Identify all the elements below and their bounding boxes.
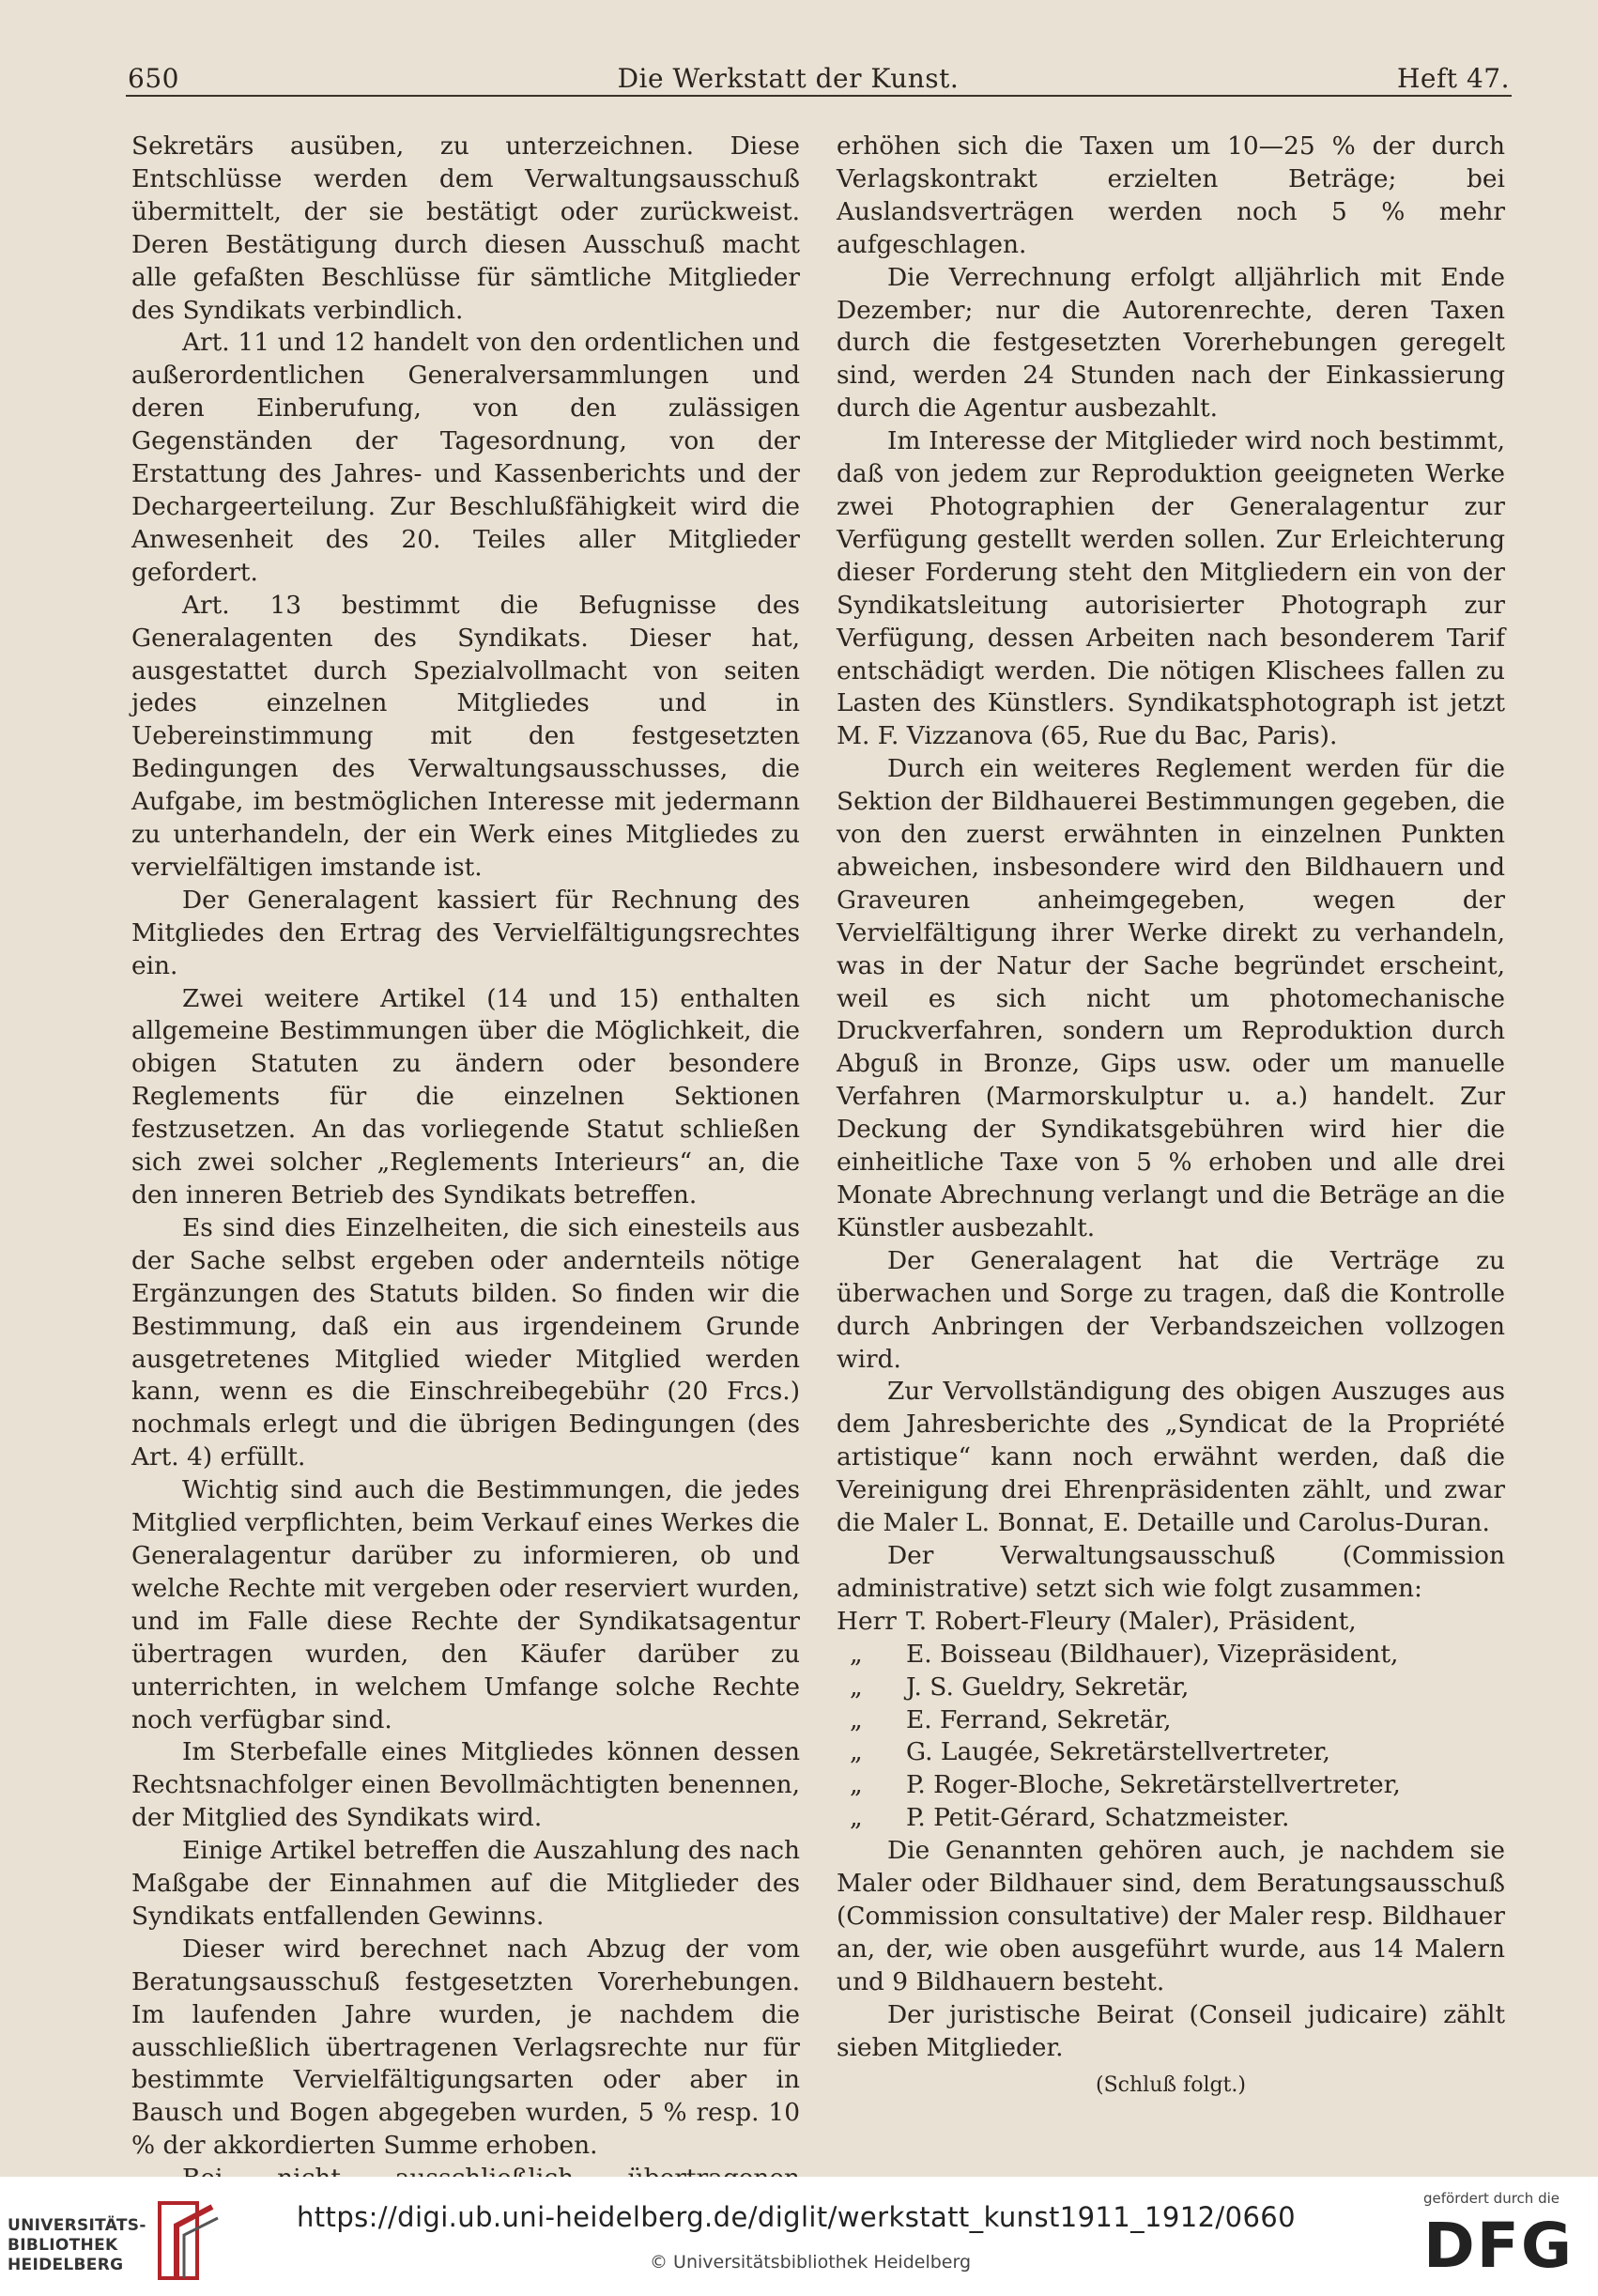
paragraph: erhöhen sich die Taxen um 10—25 % der durch Verlagskontrakt erzielten Beträge; bei Auslandsverträgen werden noch 5 % mehr aufgeschlagen.: [837, 131, 1505, 259]
paragraph: Zwei weitere Artikel (14 und 15) enthalten allgemeine Bestimmungen über die Möglichkeit, die obigen Statuten zu ändern oder besondere Reglements für die einzelnen Sektionen festzusetzen. An das vorliegende Statut schließen sich zwei solcher „Reglements Interieurs“ an, die den inneren Betrieb des Syndikats betreffen.: [131, 983, 800, 1210]
committee-member-list: [837, 1606, 1505, 1835]
library-name-line: BIBLIOTHEK: [8, 2236, 118, 2255]
list-item: [837, 1769, 1505, 1802]
member-prefix: „: [850, 1672, 863, 1702]
paragraph: Im Interesse der Mitglieder wird noch bestimmt, daß von jedem zur Reproduktion geeigneten Werke zwei Photographien der Generalagentur zur Verfügung gestellt werden sollen. Zur Erleichterung dieser Forderung steht den Mitgliedern ein von der Syndikatsleitung autorisierter Photograph zur Verfügung, dessen Arbeiten nach besonderem Tarif entschädigt werden. Die nötigen Klischees fallen zu Lasten des Künstlers. Syndikatsphotograph ist jetzt M. F. Vizzanova (65, Rue du Bac, Paris).: [837, 426, 1505, 751]
member-prefix: „: [850, 1704, 863, 1734]
list-item: [837, 1672, 1505, 1704]
paragraph: Art. 11 und 12 handelt von den ordentlichen und außerordentlichen Generalversammlungen und deren Einberufung, von den zulässigen Gegenständen der Tagesordnung, von der Erstattung des Jahres- und Kassenberichts und der Dechargeerteilung. Zur Beschlußfähigkeit wird die Anwesenheit des 20. Teiles aller Mitglieder gefordert.: [131, 328, 800, 587]
left-column: [131, 131, 800, 2228]
dfg-logo[interactable]: [1420, 2211, 1579, 2276]
member-name: E. Ferrand, Sekretär,: [906, 1704, 1172, 1734]
library-name: [8, 2216, 158, 2275]
paragraph: Einige Artikel betreffen die Auszahlung des nach Maßgabe der Einnahmen auf die Mitglieder des Syndikats entfallenden Gewinns.: [131, 1836, 800, 1931]
copyright-notice: © Universitätsbibliothek Heidelberg: [650, 2252, 972, 2273]
paragraph: Dieser wird berechnet nach Abzug der vom Beratungsausschuß festgesetzten Vorerhebungen. Im laufenden Jahre wurden, je nachdem die ausschließlich übertragenen Verlagsrechte nur für bestimmte Vervielfältigungsarten oder aber in Bausch und Bogen abgegeben wurden, 5 % resp. 10 % der akkordierten Summe erhoben.: [131, 1934, 800, 2161]
journal-title: Die Werkstatt der Kunst.: [617, 63, 960, 94]
list-item: [837, 1704, 1505, 1737]
paragraph: Die Verrechnung erfolgt alljährlich mit Ende Dezember; nur die Autorenrechte, deren Taxen durch die festgesetzten Vorerhebungen geregelt sind, werden 24 Stunden nach der Einkassierung durch die Agentur ausbezahlt.: [837, 262, 1505, 424]
paragraph: Die Genannten gehören auch, je nachdem sie Maler oder Bildhauer sind, dem Beratungsausschuß (Commission consultative) der Maler resp. Bildhauer an, der, wie oben ausgeführt wurde, aus 14 Malern und 9 Bildhauern besteht.: [837, 1836, 1505, 1996]
library-emblem-icon: [156, 2197, 223, 2284]
paragraph: Zur Vervollständigung des obigen Auszuges aus dem Jahresberichte des „Syndicat de la Propriété artistique“ kann noch erwähnt werden, daß die Vereinigung drei Ehrenpräsidenten zählt, und zwar die Maler L. Bonnat, E. Detaille und Carolus-Duran.: [837, 1377, 1505, 1538]
continuation-note: (Schluß folgt.): [1096, 2073, 1246, 2098]
member-prefix: Herr: [837, 1606, 897, 1636]
list-item: [837, 1736, 1505, 1769]
member-name: P. Roger-Bloche, Sekretärstellvertreter,: [906, 1770, 1401, 1800]
dfg-logo-text: DFG: [1423, 2211, 1575, 2276]
member-name: E. Boisseau (Bildhauer), Vizepräsident,: [906, 1639, 1399, 1669]
member-prefix: „: [850, 1770, 863, 1800]
member-name: J. S. Gueldry, Sekretär,: [906, 1672, 1190, 1702]
list-item: [837, 1802, 1505, 1835]
paragraph: Wichtig sind auch die Bestimmungen, die jedes Mitglied verpflichten, beim Verkauf eines Werkes die Generalagentur darüber zu informieren, ob und welche Rechte mit vergeben oder reserviert wurden, und im Falle diese Rechte der Syndikatsagentur übertragen wurden, den Käufer darüber zu unterrichten, in welchem Umfange solche Rechte noch verfügbar sind.: [131, 1475, 800, 1734]
paragraph: Art. 13 bestimmt die Befugnisse des Generalagenten des Syndikats. Dieser hat, ausgestattet durch Spezialvollmacht von seiten jedes einzelnen Mitgliedes und in Uebereinstimmung mit den festgesetzten Bedingungen des Verwaltungsausschusses, die Aufgabe, im bestmöglichen Interesse mit jedermann zu unterhandeln, der ein Werk eines Mitgliedes zu vervielfältigen imstande ist.: [131, 590, 800, 882]
paragraph: Sekretärs ausüben, zu unterzeichnen. Diese Entschlüsse werden dem Verwaltungsausschuß übermittelt, der sie bestätigt oder zurückweist. Deren Bestätigung durch diesen Ausschuß macht alle gefaßten Beschlüsse für sämtliche Mitglieder des Syndikats verbindlich.: [131, 131, 800, 325]
member-prefix: „: [850, 1737, 863, 1767]
permalink-url[interactable]: https://digi.ub.uni-heidelberg.de/diglit/werkstatt_kunst1911_1912/0660: [297, 2201, 1296, 2233]
university-library-logo[interactable]: [0, 2197, 235, 2282]
page-header: [128, 53, 1510, 94]
paragraph: Der Generalagent kassiert für Rechnung des Mitgliedes den Ertrag des Vervielfältigungsrechtes ein.: [131, 885, 800, 980]
list-item: [837, 1639, 1505, 1672]
viewer-footer: [0, 2177, 1598, 2296]
paragraph: Es sind dies Einzelheiten, die sich einesteils aus der Sache selbst ergeben oder andernteils nötige Ergänzungen des Statuts bilden. So finden wir die Bestimmung, daß ein aus irgendeinem Grunde ausgetretenes Mitglied wieder Mitglied werden kann, wenn es die Einschreibegebühr (20 Frcs.) nochmals erlegt und die übrigen Bedingungen (des Art. 4) erfüllt.: [131, 1212, 800, 1472]
member-prefix: „: [850, 1803, 863, 1833]
paragraph: Der juristische Beirat (Conseil judicaire) zählt sieben Mitglieder.: [837, 1999, 1505, 2062]
paragraph: Im Sterbefalle eines Mitgliedes können dessen Rechtsnachfolger einen Bevollmächtigten benennen, der Mitglied des Syndikats wird.: [131, 1737, 800, 1833]
paragraph: Der Generalagent hat die Verträge zu überwachen und Sorge zu tragen, daß die Kontrolle durch Anbringen der Verbandszeichen vollzogen wird.: [837, 1245, 1505, 1374]
member-name: P. Petit-Gérard, Schatzmeister.: [906, 1803, 1290, 1833]
member-name: T. Robert-Fleury (Maler), Präsident,: [906, 1606, 1357, 1636]
list-item: [837, 1606, 1505, 1639]
header-rule: [126, 95, 1512, 97]
paragraph: Der Verwaltungsausschuß (Commission administrative) setzt sich wie folgt zusammen:: [837, 1540, 1505, 1603]
right-column: [837, 131, 1505, 2103]
library-name-line: UNIVERSITÄTS-: [8, 2216, 146, 2235]
issue-number: Heft 47.: [1396, 63, 1510, 94]
member-name: G. Laugée, Sekretärstellvertreter,: [906, 1737, 1330, 1767]
member-prefix: „: [850, 1639, 863, 1669]
funder-caption: gefördert durch die: [1423, 2190, 1560, 2207]
page-number: 650: [128, 63, 179, 94]
paragraph: Durch ein weiteres Reglement werden für die Sektion der Bildhauerei Bestimmungen gegeben, die von den zuerst erwähnten in einzelnen Punkten abweichen, insbesondere wird den Bildhauern und Graveuren anheimgegeben, wegen der Vervielfältigung ihrer Werke direkt zu verhandeln, was in der Natur der Sache begründet erscheint, weil es sich nicht um photomechanische Druckverfahren, sondern um Reproduktion durch Abguß in Bronze, Gips usw. oder um manuelle Verfahren (Marmorskulptur u. a.) handelt. Zur Deckung der Syndikatsgebühren wird hier die einheitliche Taxe von 5 % erhoben und alle drei Monate Abrechnung verlangt und die Beträge an die Künstler ausbezahlt.: [837, 754, 1505, 1242]
library-name-line: HEIDELBERG: [8, 2256, 124, 2274]
